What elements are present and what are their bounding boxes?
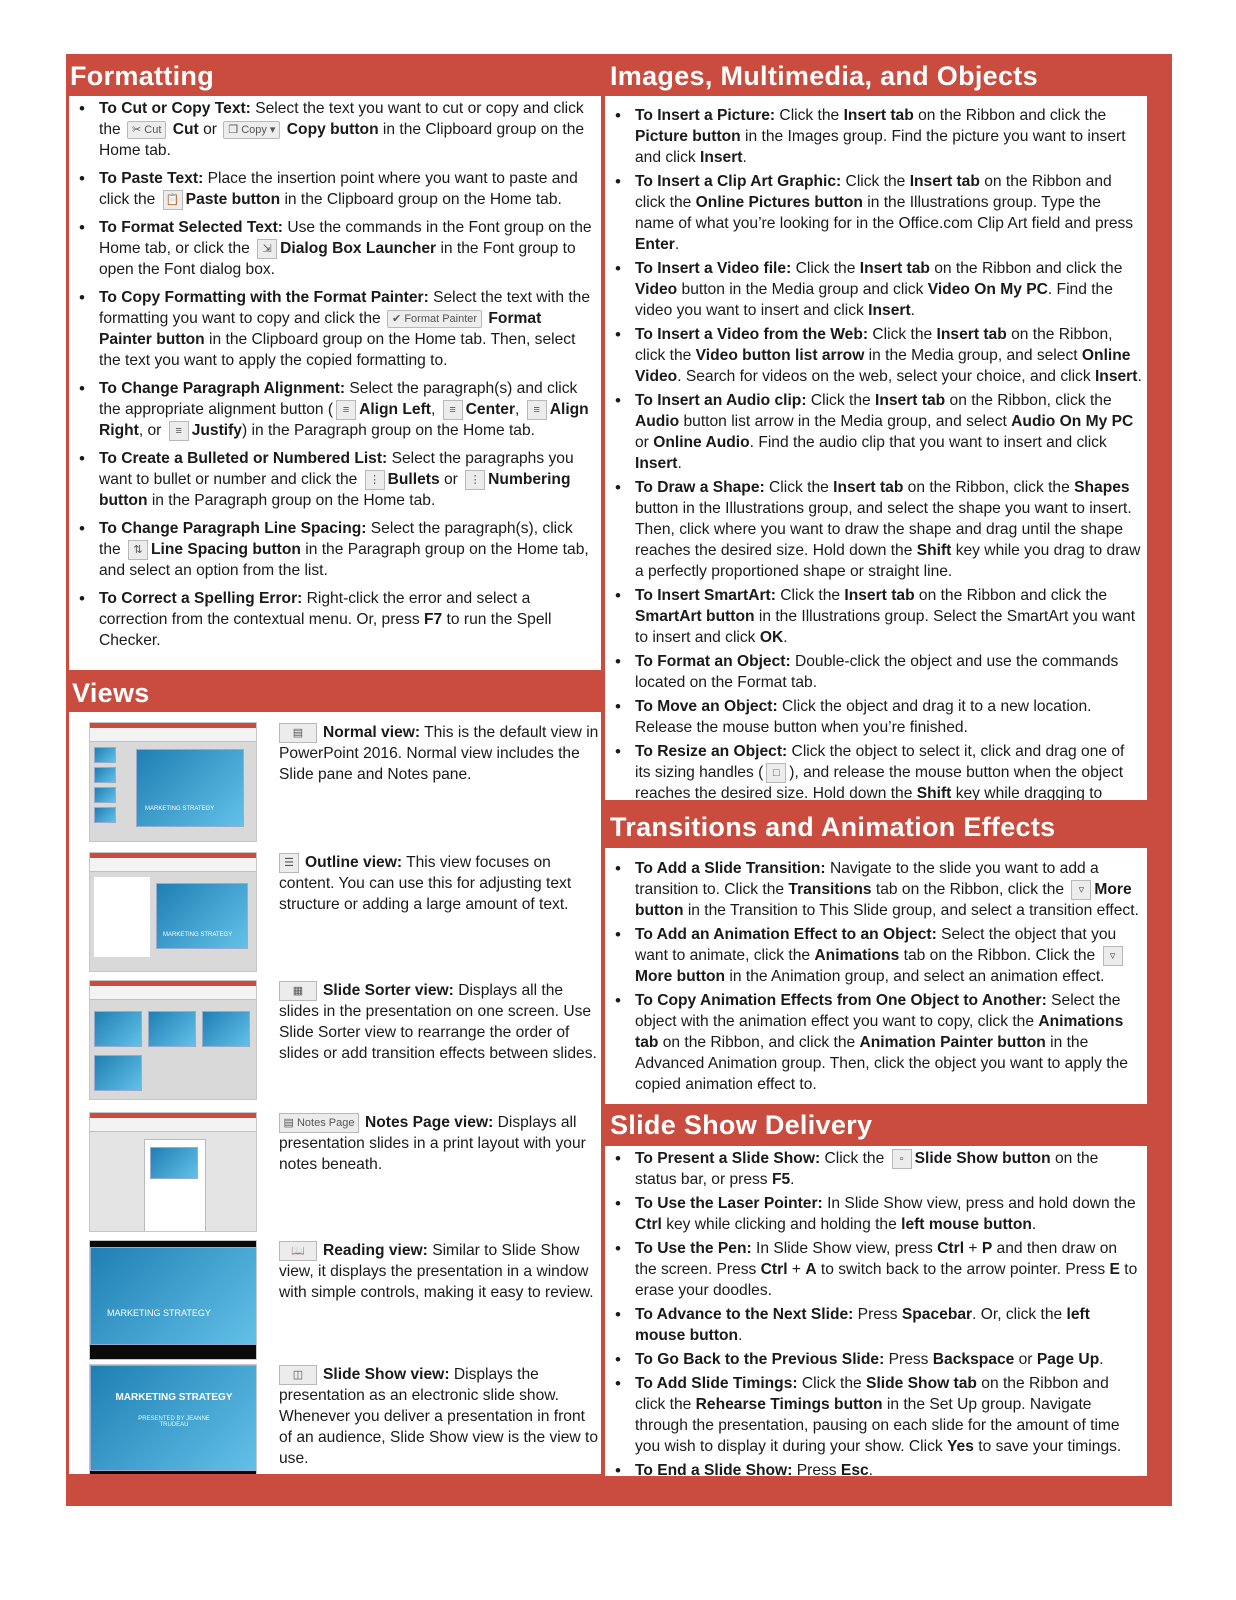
dialog-launcher-icon: ⇲ (257, 239, 277, 259)
list-item: • To Copy Animation Effects from One Object to Another: Select the object with the animation effect you want to copy, click the Animations tab on the Ribbon, and click the Animation Painter button in the Advanced Animation group. Then, click the object you want to apply the copied animation effect to. (609, 990, 1143, 1095)
list-item: • To Cut or Copy Text: Select the text you want to cut or copy and click the ✂ Cut Cut or ❐ Copy ▾ Copy button in the Clipboard group on the Home tab. (73, 98, 595, 161)
list-item: • To Add a Slide Transition: Navigate to the slide you want to add a transition to. Click the Transitions tab on the Ribbon, click the ▿ More button in the Transition to This Slide group, and select a transition effect. (609, 858, 1143, 921)
slide-show-icon: ▫ (892, 1149, 912, 1169)
reading-view-entry (89, 1240, 601, 1360)
slide-show-view-icon: ◫ (279, 1365, 317, 1385)
list-item: • To Format an Object: Double-click the object and use the commands located on the Format tab. (609, 651, 1143, 693)
numbering-icon: ⋮ (465, 470, 485, 490)
list-item: • To Correct a Spelling Error: Right-click the error and select a correction from the contextual menu. Or, press F7 to run the Spell Checker. (73, 588, 595, 651)
slide-sorter-icon: ▦ (279, 981, 317, 1001)
list-item: • To Create a Bulleted or Numbered List: Select the paragraphs you want to bullet or number and click the ⋮ Bullets or ⋮ Numbering button in the Paragraph group on the Home tab. (73, 448, 595, 511)
normal-view-icon: ▤ (279, 723, 317, 743)
list-item: • To Change Paragraph Alignment: Select the paragraph(s) and click the appropriate alignment button ( ≡ Align Left, ≡ Center, ≡ Align Right, or ≡ Justify) in the Paragraph group on the Home tab. (73, 378, 595, 441)
normal-view-description: ▤ Normal view: This is the default view in PowerPoint 2016. Normal view includes the Slide pane and Notes pane. (279, 724, 599, 783)
list-item: • To Use the Pen: In Slide Show view, press Ctrl + P and then draw on the screen. Press Ctrl + A to switch back to the arrow pointer. Press E to erase your doodles. (609, 1238, 1143, 1301)
outline-view-entry (89, 852, 601, 972)
slide-sorter-view-thumbnail (89, 980, 257, 1100)
cut-button-icon: ✂ Cut (127, 121, 166, 139)
normal-view-thumbnail: MARKETING STRATEGY (89, 722, 257, 842)
outline-view-icon: ☰ (279, 853, 299, 873)
notes-page-view-entry (89, 1112, 601, 1232)
paste-icon: 📋 (163, 190, 183, 210)
justify-icon: ≡ (169, 421, 189, 441)
views-heading: Views (72, 678, 150, 708)
list-item: • To Insert a Picture: Click the Insert tab on the Ribbon and click the Picture button in the Images group. Find the picture you want to insert and click Insert. (609, 105, 1143, 168)
list-item: • To Change Paragraph Line Spacing: Select the paragraph(s), click the ⇅ Line Spacing button in the Paragraph group on the Home tab, and select an option from the list. (73, 518, 595, 581)
slide-show-view-description: ◫ Slide Show view: Displays the presentation as an electronic slide show. Whenever you deliver a presentation in front of an audience, Slide Show view is the view to use. (279, 1366, 598, 1467)
list-item: • To Add an Animation Effect to an Object: Select the object that you want to animate, click the Animations tab on the Ribbon. Click the ▿More button in the Animation group, and select an animation effect. (609, 924, 1143, 987)
list-item: • To Add Slide Timings: Click the Slide Show tab on the Ribbon and click the Rehearse Timings button in the Set Up group. Navigate through the presentation, pausing on each slide for the amount of time you wish to display it during your show. Click Yes to save your timings. (609, 1373, 1143, 1457)
list-item: • To Go Back to the Previous Slide: Press Backspace or Page Up. (609, 1349, 1143, 1370)
slide-show-view-entry (89, 1364, 601, 1474)
list-item: • To Insert an Audio clip: Click the Insert tab on the Ribbon, click the Audio button list arrow in the Media group, and select Audio On My PC or Online Audio. Find the audio clip that you want to insert and click Insert. (609, 390, 1143, 474)
slide-sorter-view-entry (89, 980, 601, 1100)
notes-page-view-description: ▤ Notes Page Notes Page view: Displays all presentation slides in a print layout with your notes beneath. (279, 1114, 586, 1173)
list-item: • To End a Slide Show: Press Esc. (609, 1460, 1143, 1476)
list-item: • To Resize an Object: Click the object to select it, click and drag one of its sizing handles ( □ ), and release the mouse button when the object reaches the desired size. Hold down the Shift key while dragging to (609, 741, 1143, 800)
line-spacing-icon: ⇅ (128, 540, 148, 560)
align-left-icon: ≡ (336, 400, 356, 420)
copy-button-icon: ❐ Copy ▾ (223, 121, 280, 139)
align-right-icon: ≡ (527, 400, 547, 420)
notes-page-view-thumbnail (89, 1112, 257, 1232)
outline-view-description: ☰ Outline view: This view focuses on content. You can use this for adjusting text structure or adding a large amount of text. (279, 854, 572, 913)
slide-sorter-view-description: ▦ Slide Sorter view: Displays all the slides in the presentation on one screen. Use Slide Sorter view to rearrange the order of slides or add transition effects between slides. (279, 982, 597, 1062)
list-item: • To Advance to the Next Slide: Press Spacebar. Or, click the left mouse button. (609, 1304, 1143, 1346)
bullets-icon: ⋮ (365, 470, 385, 490)
more-button-icon: ▿ (1071, 880, 1091, 900)
more-button-icon: ▿ (1103, 946, 1123, 966)
formatting-panel (69, 96, 601, 670)
list-item: • To Insert SmartArt: Click the Insert tab on the Ribbon and click the SmartArt button in the Illustrations group. Select the SmartArt you want to insert and click OK. (609, 585, 1143, 648)
format-painter-icon: ✔ Format Painter (387, 310, 482, 328)
images-panel (605, 96, 1147, 800)
list-item: • To Insert a Clip Art Graphic: Click the Insert tab on the Ribbon and click the Online Pictures button in the Illustrations group. Type the name of what you’re looking for in the Office.com Clip Art field and press Enter. (609, 171, 1143, 255)
list-item: • To Present a Slide Show: Click the ▫ Slide Show button on the status bar, or press F5. (609, 1148, 1143, 1190)
views-panel (69, 712, 601, 1474)
reading-view-description: 📖 Reading view: Similar to Slide Show view, it displays the presentation in a window with simple controls, making it easy to review. (279, 1242, 594, 1301)
slide-show-view-thumbnail: MARKETING STRATEGY PRESENTED BY JEANNE TRUDEAU (89, 1364, 257, 1474)
images-heading: Images, Multimedia, and Objects (610, 61, 1038, 91)
list-item: • To Format Selected Text: Use the commands in the Font group on the Home tab, or click the ⇲ Dialog Box Launcher in the Font group to open the Font dialog box. (73, 217, 595, 280)
slideshow-panel (605, 1146, 1147, 1476)
list-item: • To Paste Text: Place the insertion point where you want to paste and click the 📋 Paste button in the Clipboard group on the Home tab. (73, 168, 595, 210)
slideshow-heading: Slide Show Delivery (610, 1110, 873, 1140)
list-item: • To Insert a Video file: Click the Insert tab on the Ribbon and click the Video button in the Media group and click Video On My PC. Find the video you want to insert and click Insert. (609, 258, 1143, 321)
notes-page-icon: ▤ Notes Page (279, 1113, 359, 1133)
list-item: • To Move an Object: Click the object and drag it to a new location. Release the mouse button when you’re finished. (609, 696, 1143, 738)
list-item: • To Use the Laser Pointer: In Slide Show view, press and hold down the Ctrl key while clicking and holding the left mouse button. (609, 1193, 1143, 1235)
outline-view-thumbnail: MARKETING STRATEGY (89, 852, 257, 972)
reading-view-thumbnail: MARKETING STRATEGY (89, 1240, 257, 1360)
normal-view-entry (89, 722, 601, 842)
list-item: • To Insert a Video from the Web: Click the Insert tab on the Ribbon, click the Video button list arrow in the Media group, and select Online Video. Search for videos on the web, select your choice, and click Insert. (609, 324, 1143, 387)
formatting-heading: Formatting (70, 61, 214, 91)
list-item: • To Draw a Shape: Click the Insert tab on the Ribbon, click the Shapes button in the Illustrations group, and select the shape you want to insert. Then, click where you want to draw the shape and drag until the shape reaches the desired size. Hold down the Shift key while you drag to draw a perfectly proportioned shape or straight line. (609, 477, 1143, 582)
sizing-handle-icon: □ (766, 763, 786, 783)
transitions-panel (605, 848, 1147, 1104)
align-center-icon: ≡ (443, 400, 463, 420)
transitions-heading: Transitions and Animation Effects (610, 812, 1056, 842)
list-item: • To Copy Formatting with the Format Painter: Select the text with the formatting you want to copy and click the ✔ Format Painter Format Painter button in the Clipboard group on the Home tab. Then, select the text you want to apply the copied formatting to. (73, 287, 595, 371)
reading-view-icon: 📖 (279, 1241, 317, 1261)
